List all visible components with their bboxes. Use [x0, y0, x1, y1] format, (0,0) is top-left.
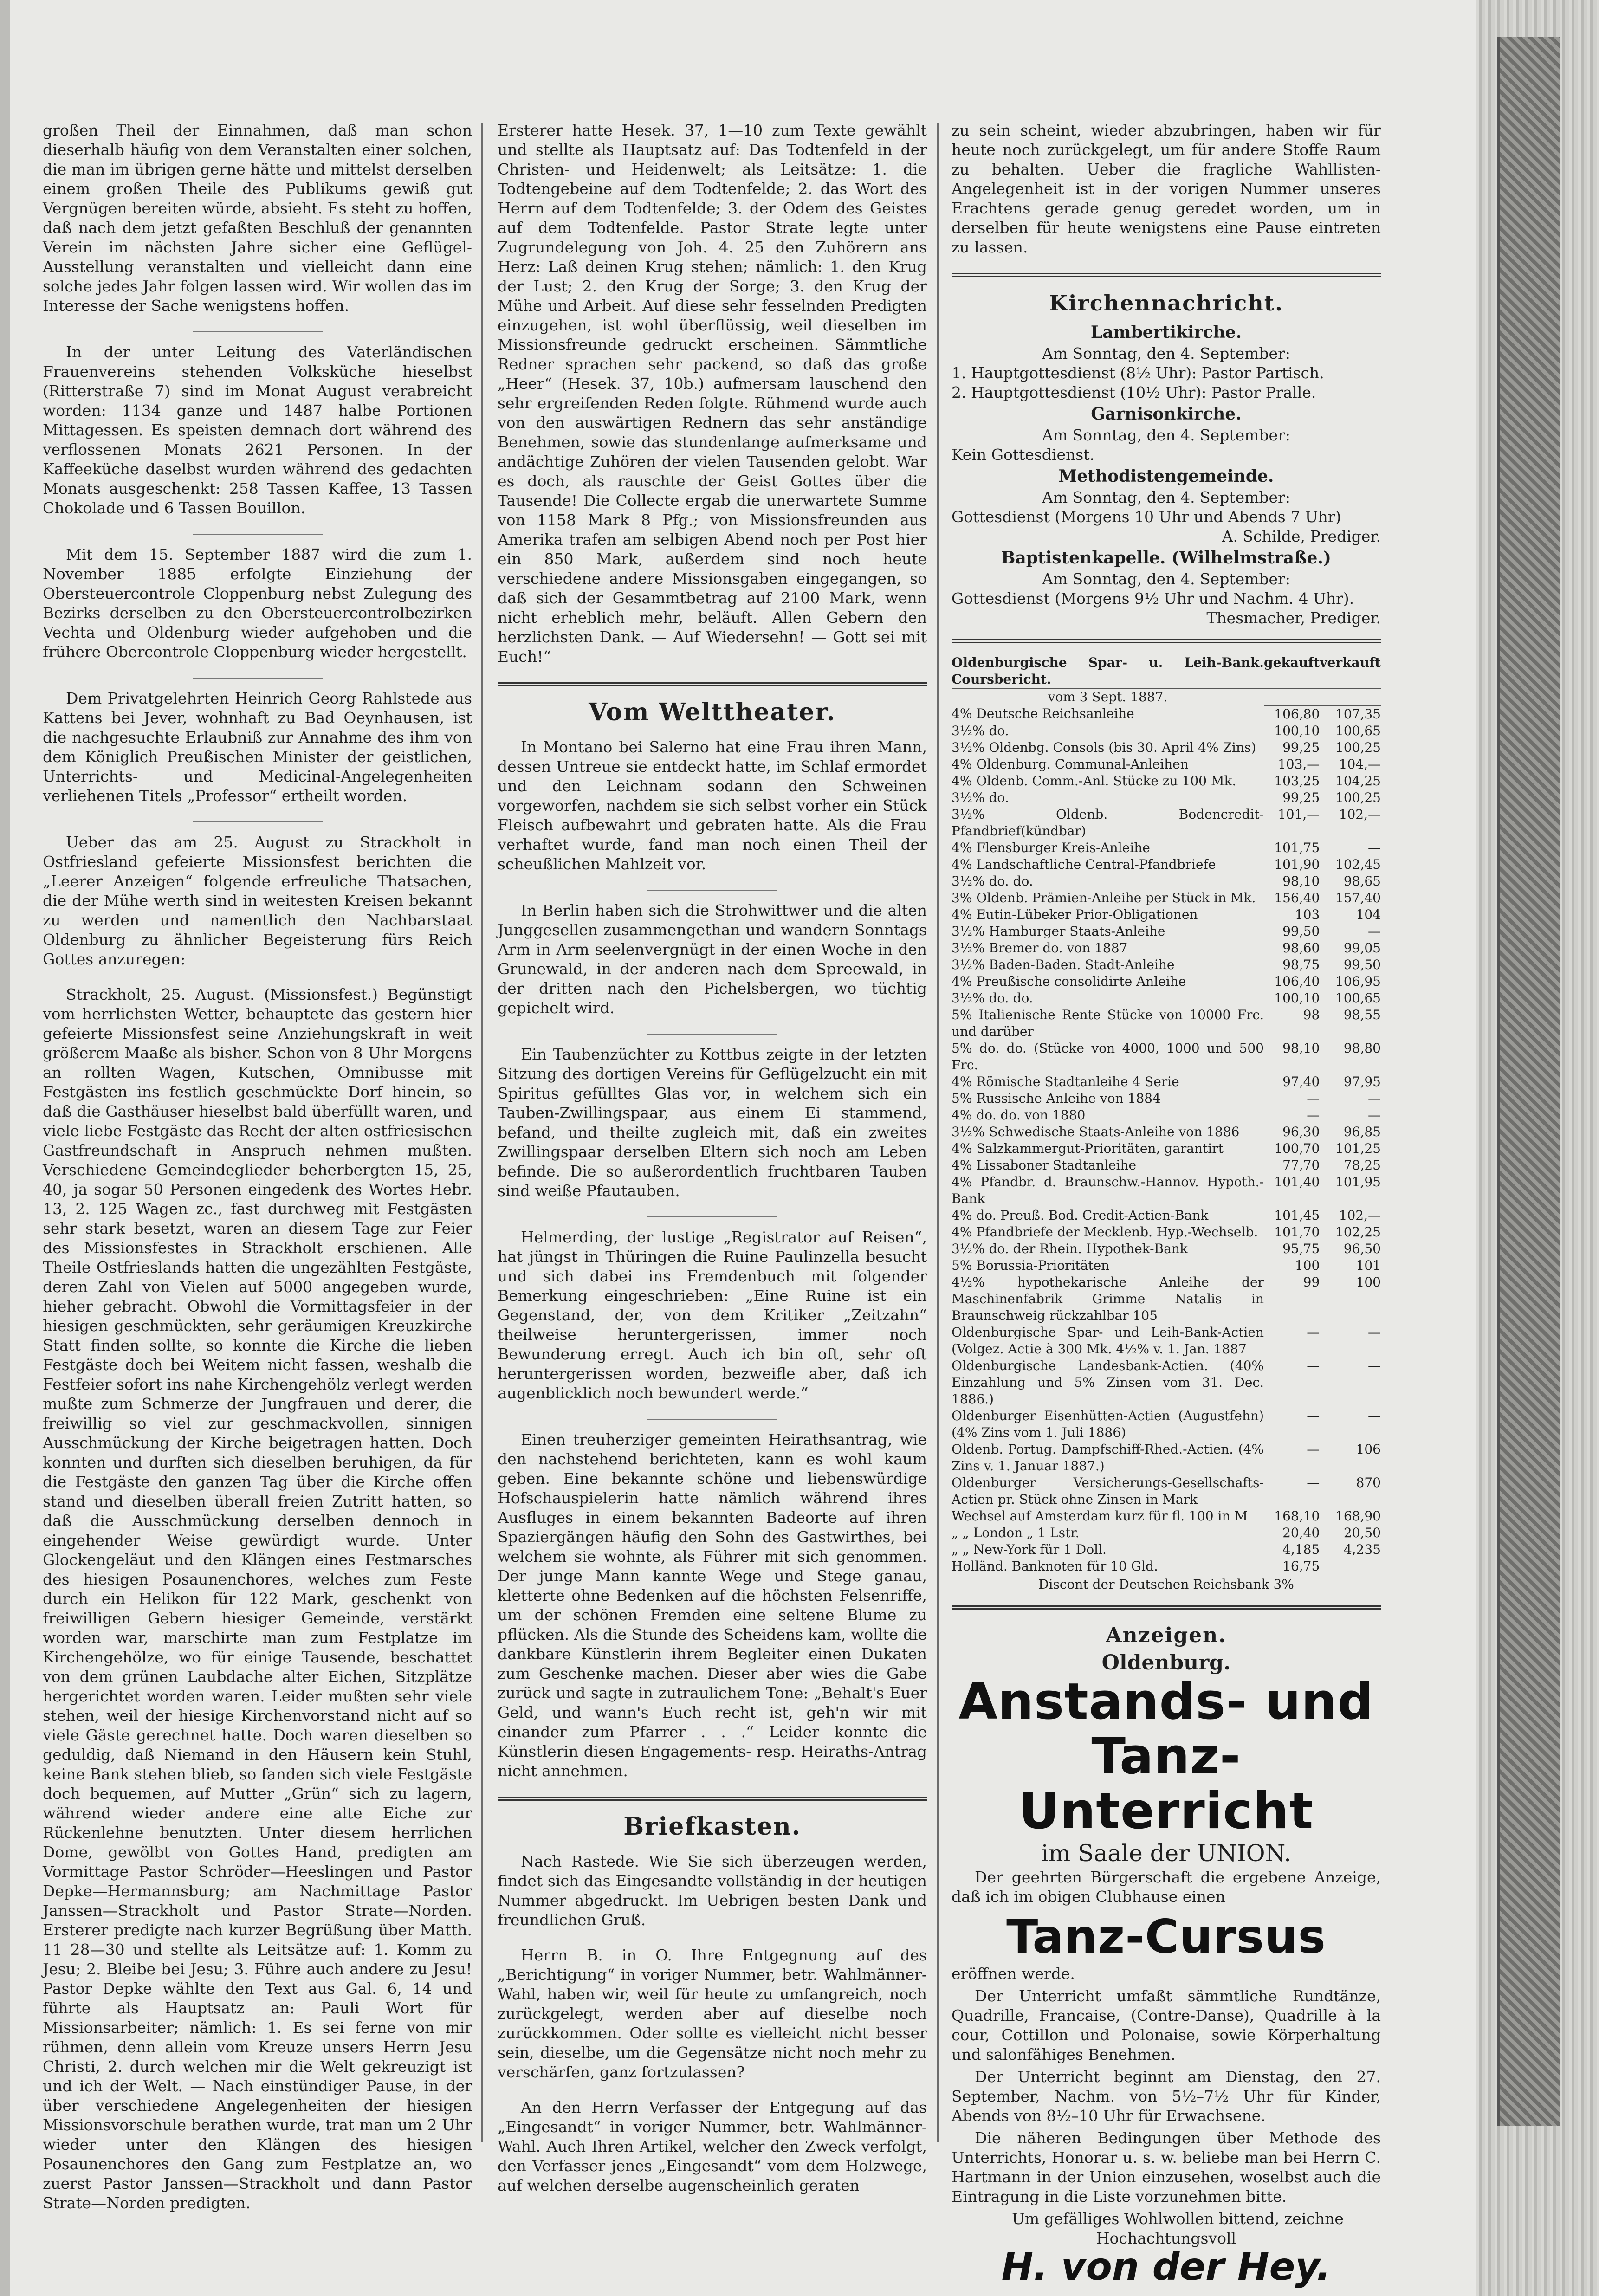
rate-sold: 100,65 [1335, 990, 1381, 1006]
rate-security: 4% Römische Stadtanleihe 4 Serie [952, 1074, 1179, 1089]
article-paragraph: In Berlin haben sich die Strohwittwer und die alten Junggesellen zusammengethan und wandern Sonntags Arm in Arm seelenvergnügt in der einen Woche in den Grunewald, in der anderen nach dem Spreewald, in der dritten nach den Pichelsbergen, wo tüchtig gepichelt wird. [498, 901, 927, 1017]
rate-row [952, 1140, 1381, 1157]
rate-security: Oldenb. Portug. Dampfschiff-Rhed.-Actien. (4% Zins v. 1. Januar 1887.) [952, 1442, 1264, 1474]
rate-bought: — [1307, 1408, 1320, 1423]
column-rule [937, 123, 939, 2142]
article-paragraph: Herrn B. in O. Ihre Entgegnung auf des „Berichtigung“ in voriger Nummer, betr. Wahlmänner-Wahl, haben wir, weil für heute zu umfangreich, noch zurückgelegt, werden aber auf dieselbe noch zurückkommen. Oder sollte es vielleicht nicht besser sein, dieselbe, um die Gegensätze nicht noch mehr zu verschärfen, ganz fortzulassen? [498, 1946, 927, 2081]
article-paragraph: Helmerding, der lustige „Registrator auf Reisen“, hat jüngst in Thüringen die Ruine Paulinzella besucht und sich dabei ins Fremdenbuch mit folgender Bemerkung eingeschrieben: „Eine Ruine ist ein Gegenstand, der, von dem Kritiker „Zeitzahn“ theilweise heruntergerissen, immer noch Bewunderung erregt. Auch ich bin oft, sehr oft heruntergerissen worden, bezweifle aber, daß ich augenblicklich noch bewundert werde.“ [498, 1228, 927, 1402]
rate-sold: 157,40 [1335, 890, 1381, 905]
rate-sold: — [1368, 924, 1381, 939]
rate-security: 4% Landschaftliche Central-Pfandbriefe [952, 857, 1216, 872]
rate-row [952, 1107, 1381, 1124]
rate-bought: 101,75 [1274, 840, 1320, 855]
column-1 [43, 121, 472, 2229]
rate-row [952, 940, 1381, 957]
column-2 [498, 121, 927, 2211]
church-name: Lambertikirche. [1090, 323, 1242, 342]
article-paragraph: Einen treuherziger gemeinten Heirathsantrag, wie den nachstehend berichteten, kann es wohl kaum geben. Eine bekannte schöne und liebenswürdige Hofschauspielerin hatte nämlich während ihres Ausfluges in einem bekannten Badeorte auf ihren Spaziergängen häufig den Sohn des Gastwirthes, bei welchem sie wohnte, als Führer mit sich genommen. Der junge Mann kannte Wege und Stege ganau, kletterte ohne Bedenken auf die höchsten Felsenriffe, um der schönen Fremden eine seltene Blume zu pflücken. Als die Stunde des Scheidens kam, wollte die dankbare Künstlerin ihrem Begleiter einen Dukaten zum Geschenke machen. Dieser aber wies die Gabe zurück und sagte in zutraulichem Tone: „Behalt's Euer Geld, und wann's Euch recht ist, geh'n wir mit einander zum Pfarrer . . .“ Leider konnte die Künstlerin diesen Engagements- resp. Heiraths-Antrag nicht annehmen. [498, 1430, 927, 1780]
rate-row [952, 906, 1381, 923]
rate-row [952, 705, 1381, 723]
ad-course-title: Tanz-Cursus [1006, 1909, 1326, 1964]
divider [952, 1605, 1381, 1610]
service-date: Am Sonntag, den 4. September: [1042, 426, 1290, 444]
rate-security: 4% Pfandbriefe der Mecklenb. Hyp.-Wechselb. [952, 1224, 1258, 1240]
rate-bought: — [1307, 1091, 1320, 1106]
rate-bought: 20,40 [1282, 1525, 1320, 1540]
rate-sold: 101,25 [1335, 1141, 1381, 1156]
rate-sold: 99,05 [1343, 940, 1381, 956]
rate-row [952, 1207, 1381, 1224]
rates-title: Oldenburgische Spar- u. Leih-Bank. Coursbericht. [952, 654, 1264, 688]
rate-bought: 101,45 [1274, 1208, 1320, 1223]
rate-sold: 102,— [1339, 1208, 1381, 1223]
rate-bought: 98,10 [1282, 1041, 1320, 1056]
rate-bought: 101,— [1277, 807, 1320, 822]
rate-sold: 100,25 [1335, 740, 1381, 755]
rate-row [952, 806, 1381, 840]
rate-sold: 870 [1356, 1475, 1381, 1490]
rate-sold: 78,25 [1343, 1158, 1381, 1173]
rate-row [952, 1324, 1381, 1358]
rate-row [952, 1558, 1381, 1575]
rate-bought: — [1307, 1325, 1320, 1340]
service-date: Am Sonntag, den 4. September: [1042, 488, 1290, 506]
rate-security: 4% do. Preuß. Bod. Credit-Actien-Bank [952, 1208, 1209, 1223]
rate-security: Oldenburgische Spar- und Leih-Bank-Actien (Volgez. Actie à 300 Mk. 4½% v. 1. Jan. 1887 [952, 1325, 1264, 1357]
rate-row [952, 1541, 1381, 1558]
column-3 [952, 121, 1381, 2289]
rate-bought: 98 [1303, 1007, 1320, 1022]
rate-sold: 4,235 [1343, 1542, 1381, 1557]
ad-text: Die näheren Bedingungen über Methode des Unterrichts, Honorar u. s. w. beliebe man bei Herrn C. Hartmann in der Union einzusehen, woselbst auch die Eintragung in die Liste vorzunehmen bitte. [952, 2129, 1381, 2205]
rate-sold: 102,45 [1335, 857, 1381, 872]
book-cover-edge [1497, 37, 1560, 2126]
rate-sold: — [1368, 1408, 1381, 1423]
divider [647, 890, 777, 891]
rate-bought: 98,60 [1282, 940, 1320, 956]
rate-security: „ „ New-York für 1 Doll. [952, 1542, 1107, 1557]
rate-bought: 101,70 [1274, 1224, 1320, 1240]
rate-row [952, 1074, 1381, 1090]
rate-security: 4% Flensburger Kreis-Anleihe [952, 840, 1150, 855]
rate-security: 4% Oldenburg. Communal-Anleihen [952, 757, 1189, 772]
article-paragraph: Dem Privatgelehrten Heinrich Georg Rahlstede aus Kattens bei Jever, wohnhaft zu Bad Oeynhausen, ist die nachgesuchte Erlaubniß zur Annahme des ihm von dem Königlich Preußischen Minister der geistlichen, Unterrichts- und Medicinal-Angelegenheiten verliehenen Titels „Professor“ ertheilt worden. [43, 689, 472, 805]
article-paragraph: In der unter Leitung des Vaterländischen Frauenvereins stehenden Volksküche hieselbst (Ritterstraße 7) sind im Monat August verabreicht worden: 1134 ganze und 1487 halbe Portionen Mittagessen. Es speisten demnach dort während des verflossenen Monats 2621 Personen. In der Kaffeeküche daselbst wurden während des gedachten Monats ausgeschenkt: 258 Tassen Kaffee, 13 Tassen Chokolade und 6 Tassen Bouillon. [43, 343, 472, 517]
ad-text: Der Unterricht beginnt am Dienstag, den 27. September, Nachm. von 5½–7½ Uhr für Kinder, Abends von 8½–10 Uhr für Erwachsene. [952, 2068, 1381, 2125]
rate-bought: 98,10 [1282, 873, 1320, 889]
rate-row [952, 1174, 1381, 1207]
rates-table [952, 654, 1381, 1575]
rate-security: „ „ London „ 1 Lstr. [952, 1525, 1080, 1540]
rate-row [952, 1408, 1381, 1441]
rate-sold: 104 [1356, 907, 1381, 922]
rate-bought: 101,40 [1274, 1174, 1320, 1190]
divider [193, 678, 323, 679]
rate-security: 4% Preußische consolidirte Anleihe [952, 974, 1186, 989]
rate-bought: — [1307, 1475, 1320, 1490]
church-name: Garnisonkirche. [1091, 404, 1242, 424]
col-header-bought: gekauft [1264, 654, 1320, 688]
preacher-name: Thesmacher, Prediger. [1206, 609, 1381, 627]
rate-security: 3½% Baden-Baden. Stadt-Anleihe [952, 957, 1175, 972]
rate-bought: 156,40 [1274, 890, 1320, 905]
rate-sold: 100,65 [1335, 723, 1381, 738]
article-paragraph: An den Herrn Verfasser der Entgegung auf das „Eingesandt“ in voriger Nummer, betr. Wahlmänner-Wahl. Auch Ihren Artikel, welcher den Zweck verfolgt, den Verfasser jenes „Eingesandt“ vom dem Holzwege, auf welchen derselbe augenscheinlich geraten [498, 2098, 927, 2194]
article-paragraph: zu sein scheint, wieder abzubringen, haben wir für heute noch zurückgelegt, um für andere Stoffe Raum zu behalten. Ueber die fragliche Wahllisten-Angelegenheit ist in der vorigen Nummer unseres Erachtens gerade genug geredet worden, um in derselben für heute wenigstens eine Pause eintreten zu lassen. [952, 121, 1381, 256]
divider [193, 331, 323, 332]
rate-bought: 101,90 [1274, 857, 1320, 872]
discount-rate: Discont der Deutschen Reichsbank 3% [1038, 1577, 1294, 1592]
rate-row [952, 990, 1381, 1007]
rate-sold: 98,55 [1343, 1007, 1381, 1022]
rate-security: 4% Oldenb. Comm.-Anl. Stücke zu 100 Mk. [952, 773, 1236, 789]
rate-sold: 96,85 [1343, 1124, 1381, 1139]
rate-bought: — [1307, 1107, 1320, 1123]
rate-bought: 100,10 [1274, 990, 1320, 1006]
rates-body [952, 705, 1381, 1575]
rate-bought: 100,10 [1274, 723, 1320, 738]
rate-security: 3½% do. der Rhein. Hypothek-Bank [952, 1241, 1188, 1256]
rate-bought: 106,80 [1274, 706, 1320, 722]
rate-bought: 103 [1295, 907, 1320, 922]
rate-bought: 97,40 [1282, 1074, 1320, 1089]
rate-sold: 20,50 [1343, 1525, 1381, 1540]
rate-bought: 95,75 [1282, 1241, 1320, 1256]
rate-sold: 96,50 [1343, 1241, 1381, 1256]
rate-bought: 103,25 [1274, 773, 1320, 789]
rate-row [952, 890, 1381, 906]
service-date: Am Sonntag, den 4. September: [1042, 344, 1290, 362]
rate-row [952, 773, 1381, 789]
rate-sold: 101,95 [1335, 1174, 1381, 1190]
rate-row [952, 1358, 1381, 1408]
rate-bought: — [1307, 1442, 1320, 1457]
article-paragraph: Mit dem 15. September 1887 wird die zum 1. November 1885 erfolgte Einziehung der Obersteuercontrole Cloppenburg nebst Zulegung des Bezirks derselben zu den Obersteuercontrolbezirken Vechta und Oldenburg wieder aufgehoben und die frühere Obercontrole Cloppenburg wieder hergestellt. [43, 545, 472, 661]
rate-sold: 106 [1356, 1442, 1381, 1457]
divider [647, 1034, 777, 1035]
column-rule [481, 123, 483, 2142]
rate-security: 3½% do. do. [952, 873, 1033, 889]
rate-security: 3½% do. [952, 723, 1009, 738]
rate-sold: — [1368, 1107, 1381, 1123]
rate-security: Wechsel auf Amsterdam kurz für fl. 100 in M [952, 1508, 1248, 1524]
rate-sold: — [1368, 840, 1381, 855]
divider [952, 273, 1381, 277]
rate-sold [1320, 1558, 1381, 1575]
rate-row [952, 1124, 1381, 1140]
rate-sold: — [1368, 1358, 1381, 1373]
exchange-rates [952, 654, 1381, 1594]
rate-bought: 16,75 [1282, 1559, 1320, 1574]
service-line: Gottesdienst (Morgens 10 Uhr und Abends 7 Uhr) [952, 508, 1341, 526]
article-paragraph: großen Theil der Einnahmen, daß man schon dieserhalb häufig von dem Veranstalten einer solchen, die man im übrigen gerne hätte und mittelst derselben einem großen Theile des Publikums gewiß gut Vergnügen bereiten würde, absieht. Es steht zu hoffen, daß nach dem jetzt gefaßten Beschluß der genannten Verein im nächsten Jahre sicher eine Geflügel-Ausstellung veranstalten und vielleicht dann eine solche jedes Jahr folgen lassen wird. Wir wollen das im Interesse der Sache wenigstens hoffen. [43, 121, 472, 315]
rate-bought: 168,10 [1274, 1508, 1320, 1524]
rate-row [952, 1508, 1381, 1525]
rate-bought: 100,70 [1274, 1141, 1320, 1156]
rate-row [952, 739, 1381, 756]
article-paragraph: Ersterer hatte Hesek. 37, 1—10 zum Texte gewählt und stellte als Hauptsatz auf: Das Todtenfeld in der Christen- und Heidenwelt; als Leitsätze: 1. die Todtengebeine auf dem Todtenfelde; 2. das Wort des Herrn auf dem Todtenfelde; 3. der Odem des Geistes auf dem Todtenfelde. Pastor Strate legte unter Zugrundelegung von Joh. 4. 25 den Zuhörern ans Herz: Laß deinen Krug stehen; nämlich: 1. den Krug der Lust; 2. den Krug der Sorge; 3. den Krug der Mühe und Arbeit. Auf diese sehr fesselnden Predigten einzugehen, ist wohl überflüssig, weil dieselben im Missionsfreunde gedruckt erscheinen. Sämmtliche Redner sprachen sehr packend, so daß das große „Heer“ (Hesek. 37, 10b.) aufmersam lauschend den sehr ergreifenden Reden folgte. Rühmend wurde auch von den auswärtigen Rednern das sehr anständige Benehmen, sowie das stundenlange aufmerksame und andächtige Zuhören der vielen Tausenden gelobt. War es doch, als rauschte der Geist Gottes über die Tausende! Die Collecte ergab die unerwartete Summe von 1158 Mark 8 Pfg.; von Missionsfreunden aus Amerika trafen am selbigen Abend noch per Post hier ein 850 Mark, außerdem sind noch heute verschiedene andere Missionsgaben eingegangen, so daß sich der Gesammtbetrag auf 2100 Mark, wenn nicht erheblich mehr, beläuft. Allen Gebern den herzlichsten Dank. — Auf Wiedersehn! — Gott sei mit Euch!“ [498, 121, 927, 666]
rate-bought: 4,185 [1282, 1542, 1320, 1557]
ad-text: Um gefälliges Wohlwollen bittend, zeichne Hochachtungsvoll [1012, 2210, 1344, 2247]
rate-security: 4% Lissaboner Stadtanleihe [952, 1158, 1137, 1173]
service-line: Kein Gottesdienst. [952, 446, 1094, 464]
rate-sold: 100 [1356, 1274, 1381, 1290]
rate-security: 5% Russische Anleihe von 1884 [952, 1091, 1161, 1106]
rate-row [952, 789, 1381, 806]
service-line: 1. Hauptgottesdienst (8½ Uhr): Pastor Partisch. [952, 364, 1324, 382]
rate-security: Oldenburger Eisenhütten-Actien (Augustfehn) (4% Zins vom 1. Juli 1886) [952, 1408, 1264, 1440]
rate-row [952, 723, 1381, 739]
divider [498, 682, 927, 686]
rate-bought: 100 [1295, 1258, 1320, 1273]
rate-bought: 99,25 [1282, 790, 1320, 805]
rate-row [952, 1241, 1381, 1257]
rate-row [952, 1525, 1381, 1541]
rate-bought: 99,50 [1282, 924, 1320, 939]
divider [647, 1419, 777, 1420]
rate-bought: — [1307, 1358, 1320, 1373]
rate-security: 4% Pfandbr. d. Braunschw.-Hannov. Hypoth.-Bank [952, 1174, 1264, 1206]
ad-city: Oldenburg. [1101, 1651, 1231, 1675]
service-line: 2. Hauptgottesdienst (10½ Uhr): Pastor Pralle. [952, 383, 1316, 401]
rate-security: 4% Deutsche Reichsanleihe [952, 706, 1134, 721]
ad-signature: H. von der Hey. [1001, 2245, 1331, 2289]
rate-sold: 98,80 [1343, 1041, 1381, 1056]
rates-date: vom 3 Sept. 1887. [1048, 689, 1168, 705]
ad-text: Der Unterricht umfaßt sämmtliche Rundtänze, Quadrille, Francaise, (Contre-Danse), Quadrille à la cour, Cottillon und Polonaise, sowie Körperhaltung und salonfähiges Benehmen. [952, 1987, 1381, 2063]
preacher-name: A. Schilde, Prediger. [1222, 527, 1381, 545]
rate-row [952, 973, 1381, 990]
rate-security: Oldenburger Versicherungs-Gesellschafts-Actien pr. Stück ohne Zinsen in Mark [952, 1475, 1264, 1507]
ad-text: eröffnen werde. [952, 1965, 1075, 1983]
article-paragraph: Nach Rastede. Wie Sie sich überzeugen werden, findet sich das Eingesandte vollständig in der heutigen Nummer abgedruckt. Im Uebrigen besten Dank und freundlichen Gruß. [498, 1852, 927, 1929]
rate-row [952, 1007, 1381, 1040]
ad-venue: im Saale der UNION. [1041, 1840, 1292, 1867]
rate-row [952, 1224, 1381, 1241]
rate-sold: 168,90 [1335, 1508, 1381, 1524]
rate-security: 4½% hypothekarische Anleihe der Maschinenfabrik Grimme Natalis in Braunschweig rückzahlbar 105 [952, 1274, 1264, 1323]
church-name: Baptistenkapelle. (Wilhelmstraße.) [1001, 548, 1331, 568]
rate-security: Holländ. Banknoten für 10 Gld. [952, 1559, 1158, 1574]
service-line: Gottesdienst (Morgens 9½ Uhr und Nachm. 4 Uhr). [952, 589, 1354, 608]
rate-security: 3½% do. [952, 790, 1009, 805]
rate-security: 3½% Oldenbg. Consols (bis 30. April 4% Zins) [952, 740, 1256, 755]
rate-security: 3½% Hamburger Staats-Anleihe [952, 924, 1165, 939]
ad-headline: Tanz-Unterricht [1018, 1727, 1314, 1840]
rate-security: 4% Eutin-Lübeker Prior-Obligationen [952, 907, 1198, 922]
rate-sold: 102,— [1339, 807, 1381, 822]
divider [193, 534, 323, 535]
rate-row [952, 1157, 1381, 1174]
rate-bought: 77,70 [1282, 1158, 1320, 1173]
previous-page-edge [0, 0, 10, 2296]
rate-row [952, 957, 1381, 973]
article-paragraph: Strackholt, 25. August. (Missionsfest.) Begünstigt vom herrlichsten Wetter, behauptete das gestern hier gefeierte Missionsfest seine Anziehungskraft in weit größerem Maaße als bisher. Schon von 8 Uhr Morgens an rollten Wagen, Kutschen, Omnibusse mit Festgästen ins festlich geschmückte Dorf hinein, so daß die Gasthäuser hieselbst bald überfüllt waren, und viele liebe Festgäste das Recht der alten ostfriesischen Gastfreundschaft in Anspruch nehmen mußten. Verschiedene Gemeindeglieder beherbergten 15, 25, 40, ja sogar 50 Personen eingedenk des Wortes Hebr. 13, 2. 125 Wagen zc., fast durchweg mit Festgästen sehr stark besetzt, waren an diesem Tage zur Feier des Missionsfestes in Strackholt erschienen. Alle Theile Ostfrieslands hatten die ungezählten Festgäste, deren Zahl von Vielen auf 5000 angegeben wurde, hieher gebracht. Obwohl die Vormittagsfeier in der hiesigen geschmückten, sehr geräumigen Kreuzkirche Statt finden sollte, so konnte die Kirche die lieben Festgäste doch bei Weitem nicht fassen, weshalb die Festfeier sofort ins nahe Kirchengehölz verlegt werden mußte zum Schmerze der Jungfrauen und derer, die freiwillig so viel zur geschmackvollen, sinnigen Ausschmückung der Kirche beigetragen hatten. Doch konnten und durften sich dieselben beruhigen, da für die Festgäste den ganzen Tag über die Kirche offen stand und dieselben überall freien Zutritt hatten, so daß die Ausschmückung derselben dennoch in eingehender Weise gewürdigt wurde. Unter Glockengeläut und den Klängen eines Festmarsches des hiesigen Posaunenchores, welches zum Feste durch ein Helikon für 122 Mark, geschenkt von freiwilligen Gebern hiesiger Gemeinde, verstärkt worden war, marschirte man zum Festplatze im Kirchengehölze, wo für einige Tausende, beschattet von dem grünen Laubdache alter Eichen, Sitzplätze hergerichtet worden waren. Leider mußten sehr viele stehen, weil der hiesige Kirchenvorstand nicht auf so viele Gäste gerechnet hatte. Doch waren dieselben so geduldig, daß Niemand in den Häusern kein Stuhl, keine Bank stehen blieb, so fanden sich viele Festgäste doch bequemen, auf Mutter „Grün“ sich zu lagern, während wieder andere eine alte Eiche zur Rückenlehne benutzten. Unter diesem herrlichen Dome, gewölbt von Gottes Hand, predigten am Vormittage Pastor Schröder—Heeslingen und Pastor Depke—Hermannsburg; am Nachmittage Pastor Janssen—Strackholt und Pastor Strate—Norden. Ersterer predigte nach kurzer Begrüßung über Matth. 11 28—30 und stellte als Leitsätze auf: 1. Komm zu Jesu; 2. Bleibe bei Jesu; 3. Führe auch andere zu Jesu! Pastor Depke wählte den Text aus Gal. 6, 14 und führte als Hauptsatz an: Pauli Wort für Missionsarbeiter; nämlich: 1. Es sei ferne von mir rühmen, denn allein vom Kreuze unsers Herrn Jesu Christi, 2. durch welchen mir die Welt gekreuzigt ist und ich der Welt. — Nach einstündiger Pause, in der über verschiedene Angelegenheiten der hiesigen Missionsvorschule berathen wurde, trat man um 2 Uhr wieder unter den Klängen des hiesigen Posaunenchores den Gang zum Festplatze an, wo zuerst Pastor Janssen—Strackholt und dann Pastor Strate—Norden predigten. [43, 985, 472, 2212]
ads-heading: Anzeigen. [1106, 1623, 1227, 1647]
rate-row [952, 1441, 1381, 1475]
rate-bought: 96,30 [1282, 1124, 1320, 1139]
rate-bought: 103,— [1277, 757, 1320, 772]
article-paragraph: Ueber das am 25. August zu Strackholt in Ostfriesland gefeierte Missionsfest berichten die „Leerer Anzeigen“ folgende erfreuliche Thatsachen, die der Mühe werth sind in weitesten Kreisen bekannt zu werden und namentlich den Nachbarstaat Oldenburg zu ähnlicher Begeisterung fürs Reich Gottes anzuregen: [43, 833, 472, 968]
rate-sold: 98,65 [1343, 873, 1381, 889]
rate-bought: 99,25 [1282, 740, 1320, 755]
rate-security: 3% Oldenb. Prämien-Anleihe per Stück in Mk. [952, 890, 1256, 905]
rate-row [952, 1040, 1381, 1074]
church-name: Methodistengemeinde. [1058, 466, 1274, 486]
advertisement [952, 1621, 1381, 2289]
rate-sold: — [1368, 1325, 1381, 1340]
rate-security: 4% do. do. von 1880 [952, 1107, 1086, 1123]
rate-sold: 106,95 [1335, 974, 1381, 989]
rate-row [952, 756, 1381, 773]
church-notices [952, 288, 1381, 628]
rate-bought: 99 [1303, 1274, 1320, 1290]
rate-sold: 99,50 [1343, 957, 1381, 972]
rate-bought: 106,40 [1274, 974, 1320, 989]
article-paragraph: In Montano bei Salerno hat eine Frau ihren Mann, dessen Untreue sie entdeckt hatte, im Schlaf ermordet und den Leichnam sodann den Schweinen vorgeworfen, nachdem sie sich selbst vorher ein Stück Fleisch aufbewahrt und gebraten hatte. Als die Frau verhaftet wurde, fand man noch einen Theil der scheußlichen Mahlzeit vor. [498, 738, 927, 873]
rate-row [952, 856, 1381, 873]
article-paragraph: Ein Taubenzüchter zu Kottbus zeigte in der letzten Sitzung des dortigen Vereins für Geflügelzucht ein mit Spiritus gefülltes Glas vor, in welchem sich ein Tauben-Zwillingspaar, aus einem Ei stammend, befand, und theilte zugleich mit, daß ein zweites Zwillingspaar derselben Eltern sich noch am Leben befinde. Die so außerordentlich fruchtbaren Tauben sind weiße Pfautauben. [498, 1045, 927, 1200]
rate-security: 5% Borussia-Prioritäten [952, 1258, 1110, 1273]
service-date: Am Sonntag, den 4. September: [1042, 570, 1290, 588]
rate-sold: 104,— [1339, 757, 1381, 772]
rate-sold: — [1368, 1091, 1381, 1106]
rate-sold: 100,25 [1335, 790, 1381, 805]
rate-security: 3½% Bremer do. von 1887 [952, 940, 1128, 956]
rate-security: 3½% Oldenb. Bodencredit-Pfandbrief(kündbar) [952, 807, 1264, 839]
divider [952, 639, 1381, 643]
divider [647, 1216, 777, 1217]
rate-security: 4% Salzkammergut-Prioritäten, garantirt [952, 1141, 1224, 1156]
rate-sold: 102,25 [1335, 1224, 1381, 1240]
rate-row [952, 1257, 1381, 1274]
rate-security: 5% Italienische Rente Stücke von 10000 Frc. und darüber [952, 1007, 1264, 1039]
rate-row [952, 923, 1381, 940]
section-heading: Vom Welttheater. [589, 698, 836, 726]
divider [498, 1797, 927, 1801]
ad-text: Der geehrten Bürgerschaft die ergebene Anzeige, daß ich im obigen Clubhause einen [952, 1868, 1381, 1906]
rate-security: 3½% Schwedische Staats-Anleihe von 1886 [952, 1124, 1240, 1139]
rate-row [952, 1274, 1381, 1324]
rate-security: 3½% do. do. [952, 990, 1033, 1006]
col-header-sold: verkauft [1320, 654, 1381, 688]
rate-sold: 101 [1356, 1258, 1381, 1273]
rate-row [952, 1090, 1381, 1107]
divider [193, 821, 323, 822]
rate-row [952, 840, 1381, 856]
rate-bought: 98,75 [1282, 957, 1320, 972]
rate-sold: 107,35 [1335, 706, 1381, 722]
ad-headline: Anstands- und [958, 1673, 1374, 1731]
rate-row [952, 873, 1381, 890]
rate-sold: 97,95 [1343, 1074, 1381, 1089]
rate-row [952, 1475, 1381, 1508]
rate-sold: 104,25 [1335, 773, 1381, 789]
section-heading: Briefkasten. [623, 1812, 801, 1841]
rate-security: Oldenburgische Landesbank-Actien. (40% Einzahlung und 5% Zinsen vom 31. Dec. 1886.) [952, 1358, 1264, 1407]
church-heading: Kirchennachricht. [1049, 291, 1283, 316]
rate-security: 5% do. do. (Stücke von 4000, 1000 und 500 Frc. [952, 1041, 1264, 1073]
